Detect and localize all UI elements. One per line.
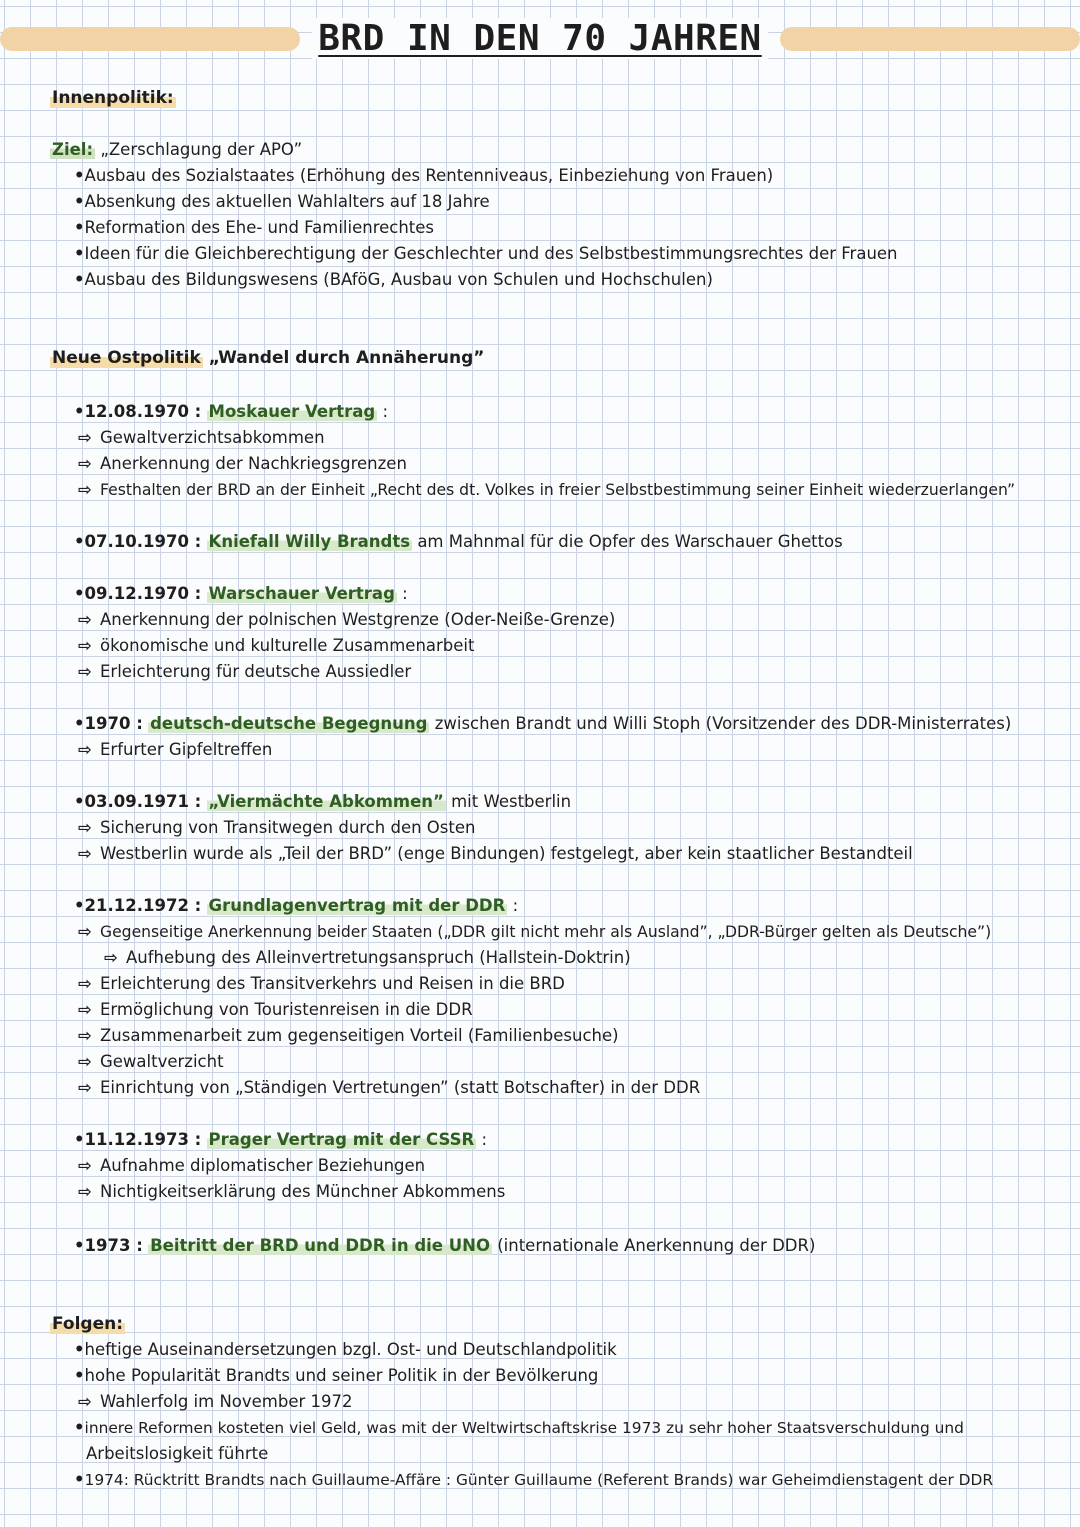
viermaechte-point: ⇨ Westberlin wurde als „Teil der BRD” (enge Bindungen) festgelegt, aber kein staatlicher Bestandteil [78,844,913,863]
grundlagen-point: ⇨ Gewaltverzicht [78,1052,224,1071]
warschau-point: ⇨ ökonomische und kulturelle Zusammenarbeit [78,636,475,655]
arrow-icon: ⇨ [78,480,92,499]
warschau-point: ⇨ Anerkennung der polnischen Westgrenze (Oder-Neiße-Grenze) [78,610,616,629]
arrow-icon: ⇨ [78,844,92,863]
moskau-point: ⇨ Gewaltverzichtsabkommen [78,428,325,447]
begegnung-header: •1970 : deutsch-deutsche Begegnung zwischen Brandt und Willi Stoph (Vorsitzender des DDR-Ministerrates) [74,714,1012,733]
viermaechte-point: ⇨ Sicherung von Transitwegen durch den Osten [78,818,476,837]
uno-line: •1973 : Beitritt der BRD und DDR in die UNO (internationale Anerkennung der DDR) [74,1236,816,1255]
innenpolitik-heading: Innenpolitik: [52,88,174,108]
grundlagen-point: ⇨ Ermöglichung von Touristenreisen in die DDR [78,1000,473,1019]
arrow-icon: ⇨ [78,454,92,473]
moskau-point: ⇨ Anerkennung der Nachkriegsgrenzen [78,454,407,473]
folgen-ruecktritt: •1974: Rücktritt Brandts nach Guillaume-Affäre : Günter Guillaume (Referent Brands) war Geheimdienstagent der DDR [74,1470,994,1489]
warschau-header: •09.12.1970 : Warschauer Vertrag : [74,584,408,603]
innenpolitik-item: •Reformation des Ehe- und Familienrechtes [74,218,435,237]
prag-point: ⇨ Nichtigkeitserklärung des Münchner Abkommens [78,1182,506,1201]
arrow-icon: ⇨ [78,1052,92,1071]
begegnung-point: ⇨ Erfurter Gipfeltreffen [78,740,273,759]
prag-point: ⇨ Aufnahme diplomatischer Beziehungen [78,1156,426,1175]
viermaechte-header: •03.09.1971 : „Viermächte Abkommen” mit Westberlin [74,792,572,811]
folgen-wahlerfolg: ⇨ Wahlerfolg im November 1972 [78,1392,353,1411]
folgen-item: •heftige Auseinandersetzungen bzgl. Ost- und Deutschlandpolitik [74,1340,617,1359]
grundlagen-point: ⇨ Gegenseitige Anerkennung beider Staaten („DDR gilt nicht mehr als Ausland”, „DDR-Bürger gelten als Deutsche”) [78,922,992,941]
arrow-icon: ⇨ [78,662,92,681]
folgen-reformen: •innere Reformen kosteten viel Geld, was mit der Weltwirtschaftskrise 1973 zu sehr hoher Staatsverschuldung und [74,1418,964,1437]
arrow-icon: ⇨ [78,1182,92,1201]
folgen-heading: Folgen: [52,1314,124,1334]
arrow-icon: ⇨ [78,922,92,941]
arrow-icon: ⇨ [78,636,92,655]
arrow-icon: ⇨ [78,428,92,447]
warschau-point: ⇨ Erleichterung für deutsche Aussiedler [78,662,412,681]
arrow-icon: ⇨ [78,1156,92,1175]
moskau-point: ⇨ Festhalten der BRD an der Einheit „Recht des dt. Volkes in freier Selbstbestimmung seiner Einheit wiederzuerlangen” [78,480,1016,499]
grundlagen-header: •21.12.1972 : Grundlagenvertrag mit der DDR : [74,896,519,915]
grundlagen-point: ⇨ Erleichterung des Transitverkehrs und Reisen in die BRD [78,974,565,993]
prag-header: •11.12.1973 : Prager Vertrag mit der CSSR : [74,1130,488,1149]
ostpolitik-heading: Neue Ostpolitik „Wandel durch Annäherung” [52,348,485,368]
folgen-reformen-cont: Arbeitslosigkeit führte [86,1444,269,1463]
arrow-icon: ⇨ [78,610,92,629]
arrow-icon: ⇨ [78,974,92,993]
arrow-icon: ⇨ [78,1078,92,1097]
innenpolitik-item: •Absenkung des aktuellen Wahlalters auf 18 Jahre [74,192,490,211]
grundlagen-point: ⇨ Einrichtung von „Ständigen Vertretungen” (statt Botschafter) in der DDR [78,1078,701,1097]
innenpolitik-item: •Ausbau des Bildungswesens (BAföG, Ausbau von Schulen und Hochschulen) [74,270,713,289]
arrow-icon: ⇨ [78,1026,92,1045]
arrow-icon: ⇨ [78,740,92,759]
folgen-item: •hohe Popularität Brandts und seiner Politik in der Bevölkerung [74,1366,599,1385]
innenpolitik-item: •Ausbau des Sozialstaates (Erhöhung des Rentenniveaus, Einbeziehung von Frauen) [74,166,774,185]
innenpolitik-ziel: Ziel: „Zerschlagung der APO” [52,140,303,159]
grundlagen-subpoint: ⇨ Aufhebung des Alleinvertretungsanspruch (Hallstein-Doktrin) [104,948,631,967]
moskau-header: •12.08.1970 : Moskauer Vertrag : [74,402,389,421]
arrow-icon: ⇨ [104,948,118,967]
innenpolitik-item: •Ideen für die Gleichberechtigung der Geschlechter und des Selbstbestimmungsrechtes der Frauen [74,244,898,263]
arrow-icon: ⇨ [78,1392,92,1411]
kniefall-line: •07.10.1970 : Kniefall Willy Brandts am Mahnmal für die Opfer des Warschauer Ghettos [74,532,843,551]
arrow-icon: ⇨ [78,1000,92,1019]
page-title: BRD IN DEN 70 JAHREN [0,18,1080,59]
grundlagen-point: ⇨ Zusammenarbeit zum gegenseitigen Vorteil (Familienbesuche) [78,1026,619,1045]
arrow-icon: ⇨ [78,818,92,837]
